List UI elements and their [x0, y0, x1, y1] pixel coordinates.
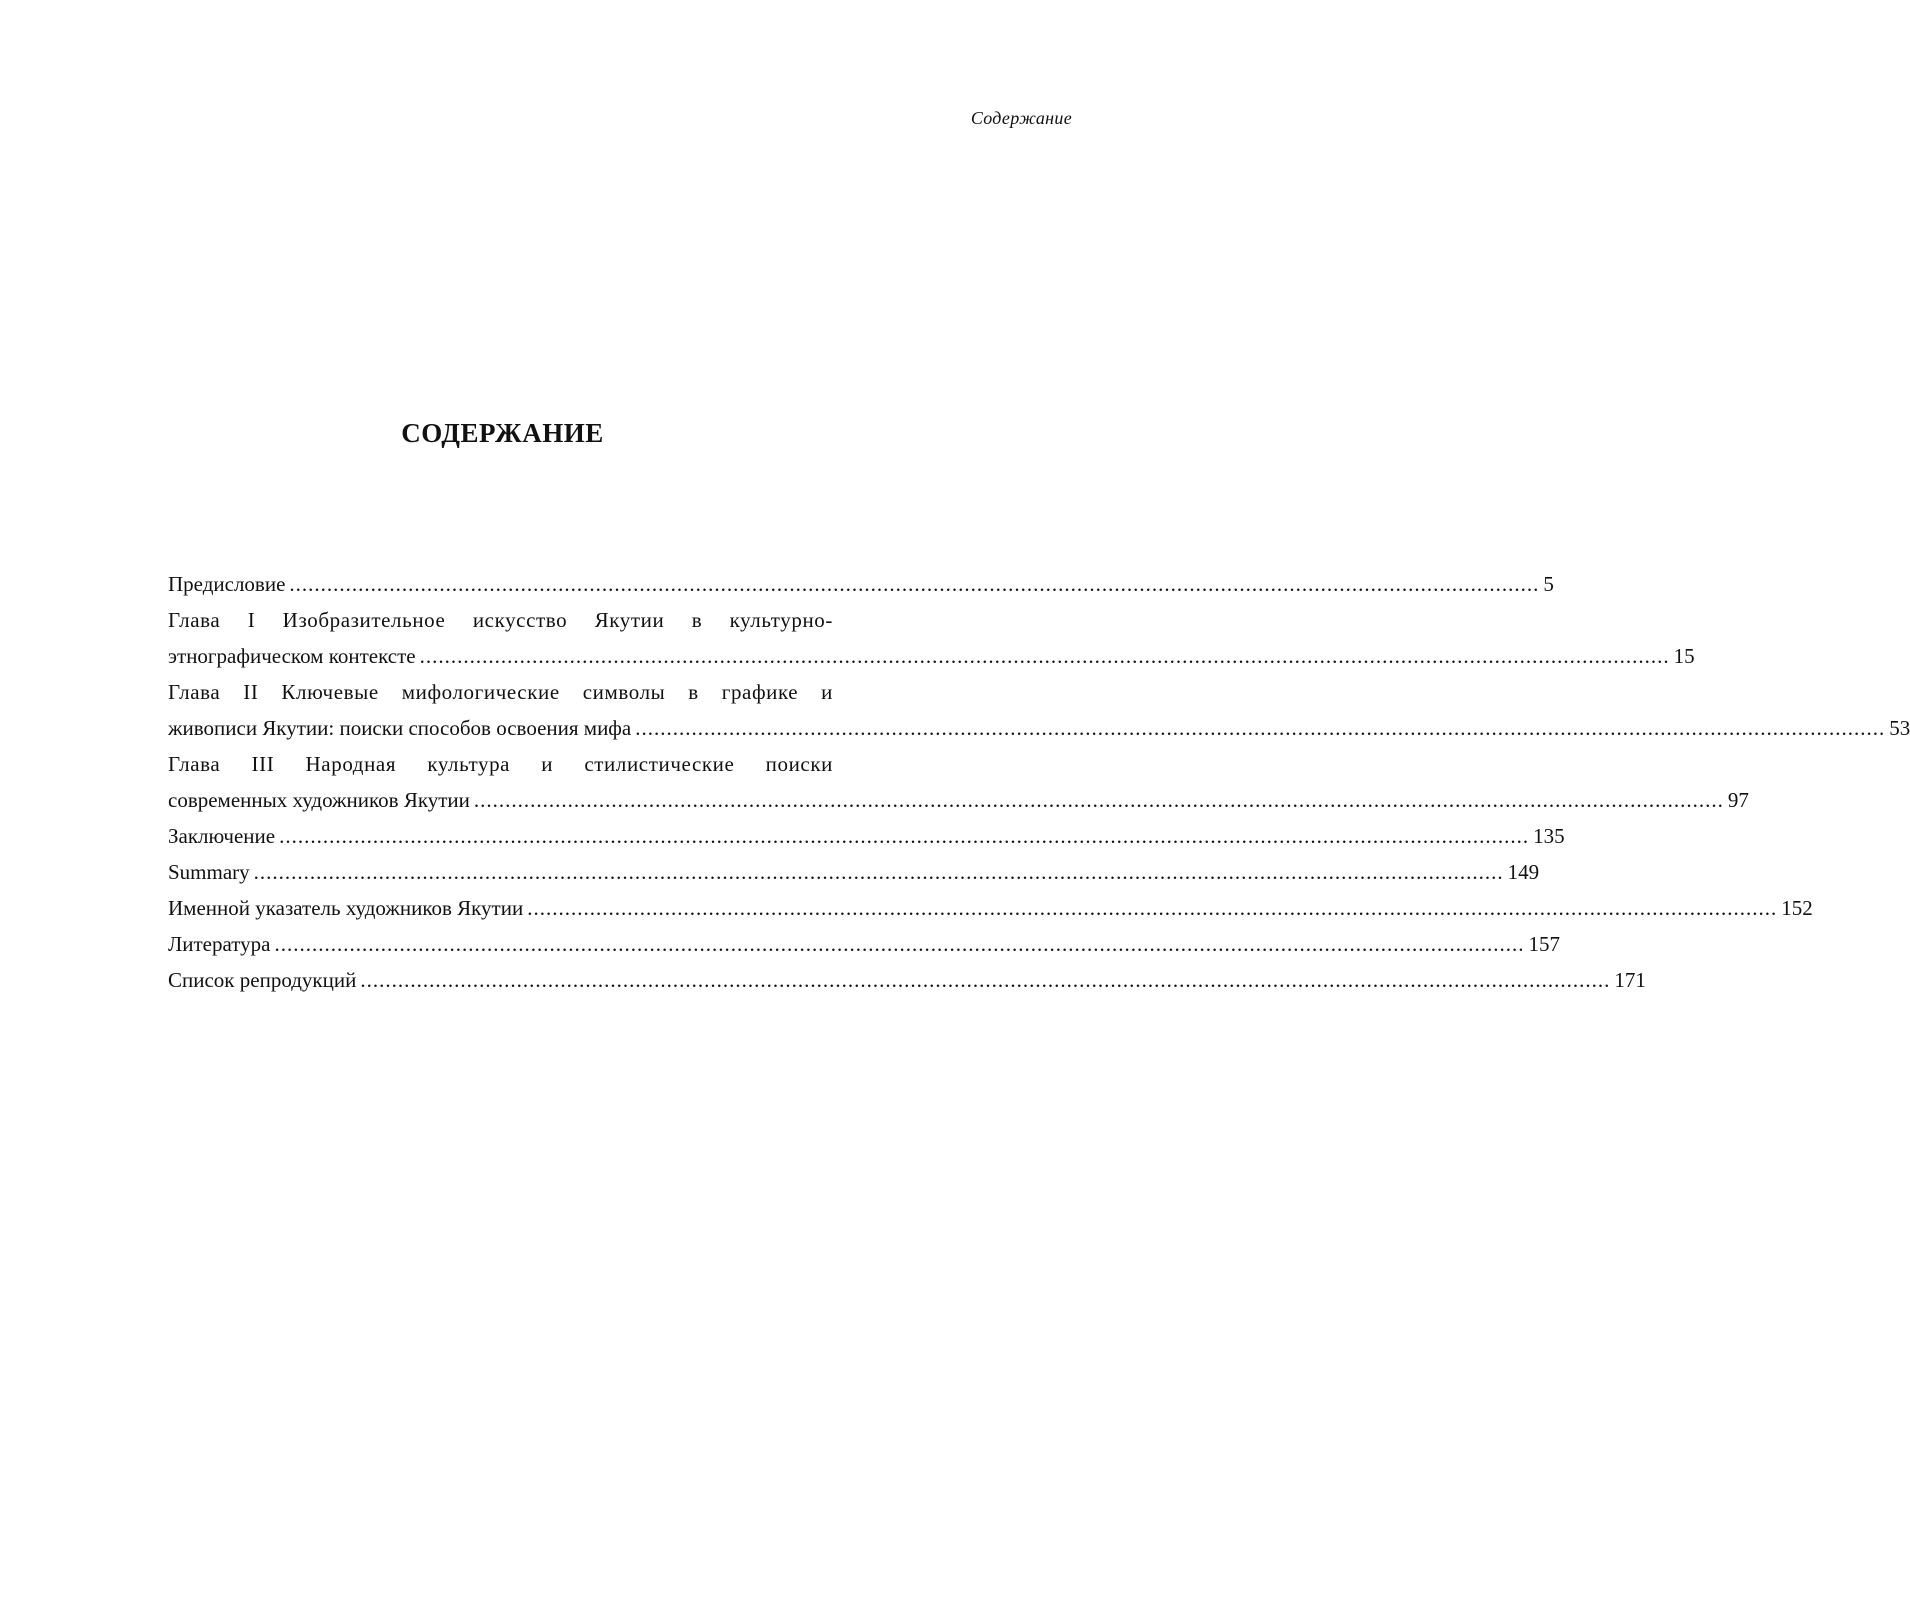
toc-entry-summary: [168, 854, 1540, 890]
toc-entry-title: Summary: [168, 860, 250, 884]
toc-entry-page: 157: [1528, 932, 1560, 956]
toc-entry-title: Именной указатель художников Якутии: [168, 896, 524, 920]
toc-entry-page: 152: [1781, 896, 1813, 920]
toc-entry-chapter-2: [168, 710, 1910, 746]
toc-entry-page: 97: [1727, 788, 1749, 812]
toc-entry-chapter-3: [168, 782, 1749, 818]
toc-entry-title: Литература: [168, 932, 271, 956]
toc-entry-title: живописи Якутии: поиски способов освоения мифа: [168, 716, 632, 740]
table-of-contents: [168, 566, 1910, 998]
toc-entry-title: Предисловие: [168, 572, 286, 596]
toc-entry-title: этнографическом контексте: [168, 644, 416, 668]
toc-entry-chapter-1: [168, 638, 1695, 674]
dot-leader: ........................................................................................................................................................................................................: [253, 860, 1504, 884]
toc-entry-title: современных художников Якутии: [168, 788, 470, 812]
toc-entry-chapter-3-line-1: Глава III Народная культура и стилистические поиски: [168, 752, 833, 776]
toc-entry-page: 171: [1614, 968, 1646, 992]
dot-leader: ........................................................................................................................................................................................................: [279, 824, 1530, 848]
toc-entry-page: 15: [1673, 644, 1695, 668]
running-header: Содержание: [970, 108, 1072, 128]
dot-leader: ........................................................................................................................................................................................................: [635, 716, 1886, 740]
toc-entry-title: Заключение: [168, 824, 276, 848]
toc-entry-title: Список репродукций: [168, 968, 357, 992]
toc-entry-page: 135: [1533, 824, 1565, 848]
dot-leader: ........................................................................................................................................................................................................: [360, 968, 1611, 992]
toc-entry-chapter-2-line-1: Глава II Ключевые мифологические символы в графике и: [168, 680, 833, 704]
toc-entry-page: 149: [1507, 860, 1540, 884]
page-title: СОДЕРЖАНИЕ: [401, 418, 604, 448]
toc-entry-page: 5: [1543, 572, 1554, 596]
toc-entry-index: [168, 890, 1813, 926]
dot-leader: ........................................................................................................................................................................................................: [473, 788, 1724, 812]
toc-entry-chapter-1-line-1: Глава I Изобразительное искусство Якутии в культурно-: [168, 608, 833, 632]
dot-leader: ........................................................................................................................................................................................................: [274, 932, 1525, 956]
dot-leader: ........................................................................................................................................................................................................: [527, 896, 1778, 920]
toc-entry-preface: [168, 566, 1554, 602]
toc-entry-page: 53: [1889, 716, 1910, 740]
toc-entry-reproductions: [168, 962, 1646, 998]
dot-leader: ........................................................................................................................................................................................................: [289, 572, 1540, 596]
dot-leader: ........................................................................................................................................................................................................: [419, 644, 1670, 668]
toc-entry-conclusion: [168, 818, 1565, 854]
toc-entry-literature: [168, 926, 1560, 962]
